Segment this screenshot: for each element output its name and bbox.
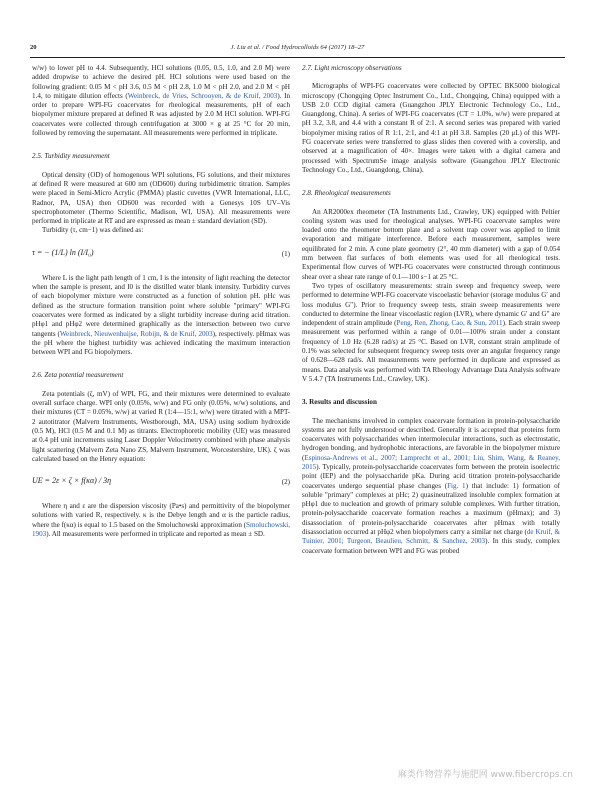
text-run: Two types of oscillatory measurements: strain sweep and frequency sweep, were performed to determine WPI-FG coacervate viscoelastic behavior (storage modulus G′ and loss modulus G″). Prior to frequency sweep tests, strain sweep measurements were conducted to determine the linear viscoelastic region (LVR), where dynamic G′ and G″ are independent of strain amplitude (: [302, 281, 560, 328]
watermark: 麻类作物营养与施肥网 www.fibercrops.cn: [397, 770, 573, 780]
equation-1: [32, 242, 290, 268]
text-run: ) that include: 1) formation of soluble "primary" complexes at pHc; 2) quasineutralized insoluble complex formation at pHφ1 due to nucleation and growth of primary soluble complexes. With further titration, protein-polysaccharide coacervate formation reaches a maximum (pHmax); and 3) disassociation of protein-polysaccharide coacervates after pHmax with totally disassociation occurred at pHφ2 when biopolymers carry a similar net charge (: [302, 481, 560, 537]
paragraph-zeta: Zeta potentials (ζ, mV) of WPI, FG, and their mixtures were determined to evaluate overall surface charge. WPI only (0.05%, w/w) and FG only (0.05%, w/w) solutions, and their mixtures (CT = 0.05%, w/w) at varied R (1:4—15:1, w/w) were titrated with a MPT-2 autotitrator (Malvern Instruments, Westborough, MA, USA) using sodium hydroxide (0.5 M), HCl (0.5 M and 0.1 M) as titrants. Electrophoretic mobility (UE) was measured at 0.4 pH unit increments using Laser Doppler Velocimetry combined with phase analysis light scattering (Malvern Zeta Nano ZS, Malvern Instrument, Worcestershire, UK). ζ was calculated based on the Henry equation:: [32, 389, 290, 463]
journal-reference: J. Liu et al. / Food Hydrocolloids 64 (2017) 18–27: [230, 44, 365, 51]
text-run: w/w) to lower pH to 4.4. Subsequently, HCl solutions (0.05, 0.5, 1.0, and 2.0 M) were added dropwise to achieve the desired pH. HCl solutions were used based on the following gradient: 0.05 M < pH 3.6, 0.5 M < pH 2.8, 1.0 M < pH 2.0, and 2.0 M < pH 1.4, to mitigate dilution effects (: [32, 64, 290, 100]
paragraph-turbidity: Optical density (OD) of homogenous WPI solutions, FG solutions, and their mixtures at defined R were measured at 600 nm (OD600) during turbidimetric titration. Samples were placed in Semi-Micro Acrylic (PMMA) plastic cuvettes (VWR International, LLC, Radnor, PA, USA) then OD600 was recorded with a Genesys 10S UV–Vis spectrophotometer (Thermo Scientific, Madison, WI, USA). All measurements were performed in triplicate at RT and are expressed as mean ± standard deviation (SD).: [32, 170, 290, 226]
equation-2: [32, 470, 290, 496]
figure-link[interactable]: Fig. 1: [447, 481, 466, 490]
right-column: [302, 64, 560, 556]
left-column: [32, 64, 290, 539]
citation-link[interactable]: de Kruif, & Tuinier, 2001; Turgeon, Beaulieu, Schmitt, & Sanchez, 2003: [302, 528, 560, 546]
text-run: Where L is the light path length of 1 cm, I is the intensity of light reaching the detector when the sample is present, and I0 is the distilled water blank intensity. Turbidity curves of each biopolymer mixture were constructed as a function of solution pH. pHc was defined as the structure formation transition point where soluble "primary" WPI-FG coacervates were formed as indicated by a slight turbidity increase during acid titration. pHφ1 and pHφ2 were determined graphically as the intersection between two curve tangents (: [32, 273, 290, 338]
paragraph-microscopy: Micrographs of WPI-FG coacervates were collected by OPTEC BK5000 biological microscopy (Chongqing Optec Instrument Co., Ltd., Chongqing, China) equipped with a USB 2.0 CCD digital camera (Guangzhou JPLY Electronic Technology Co., Ltd., Guangdong, China). A series of WPI-FG coacervates (CT = 1.0%, w/w) were prepared at pH 3.2, 3.8, and 4.4 with a constant R of 2:1. A second series was prepared with varied biopolymer mixing ratios of R 1:1, 2:1, and 4:1 at pH 3.8. Samples (20 μL) of this WPI-FG coacervate series were transferred to glass slides then covered with a coverslip, and observed at a magnification of 40×. Images were taken with a digital camera and processed with SpectrumSe image analysis software (Guangzhou JPLY Electronic Technology Co., Ltd., Guangdong, China).: [302, 82, 560, 174]
equation-1-number: (1): [281, 249, 290, 258]
text-run: Where η and ε are the dispersion viscosity (Pa•s) and permittivity of the biopolymer solutions with varied R, respectively. κ is the Debye length and α is the particle radius, where the f(κα) is equal to 1.5 based on the Smoluchowski approximation (: [32, 502, 290, 529]
text-run: The mechanisms involved in complex coacervate formation in protein-polysaccharide systems are not fully understood or described. Generally it is accepted that proteins form coacervates with polysaccharides when intermolecular interactions, such as electrostatic, hydrogen bonding, and hydrophobic interactions, are favorable in the biopolymer mixture (: [302, 416, 560, 462]
section-heading-2-8: 2.8. Rheological measurements: [302, 189, 391, 198]
citation-link[interactable]: Weinbreck, Nieuwenhuijse, Robijn, & de Kruif, 2003: [59, 329, 213, 338]
text-run: ), respectively. pHmax was the pH where the highest turbidity was achieved indicating the maximum interaction between WPI and FG biopolymers.: [32, 329, 290, 357]
paragraph-henry-explained: [32, 502, 290, 539]
citation-link[interactable]: Peng, Ren, Zhong, Cao, & Sun, 2011: [396, 319, 503, 328]
text-run: ). In this study, complex coacervate formation between WPI and FG was probed: [302, 537, 560, 555]
text-run: ). Typically, protein-polysaccharide coacervates form between the protein isoelectric point (IEP) and the polysaccharide pKa. During acid titration protein-polysaccharide coacervates undergo sequential phase changes (: [302, 462, 560, 490]
section-heading-2-5: 2.5. Turbidity measurement: [32, 152, 110, 161]
paragraph-results: [302, 417, 560, 556]
section-heading-3: 3. Results and discussion: [302, 398, 377, 407]
paragraph-turbidity-def: Turbidity (τ, cm−1) was defined as:: [42, 226, 144, 235]
equation-2-expression: UE = 2ε × ζ × f(κα) / 3η: [32, 476, 112, 486]
paragraph-rheometer: An AR2000ex rheometer (TA Instruments Ltd., Crawley, UK) equipped with Peltier cooling system was used for rheological analyses. WPI-FG coacervate samples were loaded onto the rheometer bottom plate and a solvent trap cover was applied to limit evaporation and mitigate interference. Before each measurement, samples were equilibrated for 2 min. A cone plate geometry (2°, 40 mm diameter) with a gap of 0.054 mm between flat surfaces of both elements was used for all rheological tests. Experimental flow curves of WPI-FG coacervates were constructed through continuous shear over a shear rate range of 0.1—100 s−1 at 25 °C.: [302, 207, 560, 281]
text-run: ). Each strain sweep measurement was performed within a range of 0.01—100% strain under a constant frequency of 1.0 Hz (6.28 rad/s) at 25 °C. Based on LVR, constant strain amplitude of 0.1% was selected for subsequent frequency sweep tests over an angular frequency range of 0.628—628 rad/s. All measurements were performed in duplicate and expressed as means. Data analysis was performed with TA Rheology Advantage Data Analysis software V 5.4.7 (TA Instruments Ltd., Crawley, UK).: [302, 319, 560, 383]
citation-link[interactable]: Espinosa-Andrews et al., 2007; Lamprecht et al., 2001; Liu, Shim, Wang, & Reaney, 2015: [302, 453, 560, 471]
citation-link[interactable]: Smoluchowski, 1903: [32, 520, 290, 538]
citation-link[interactable]: Weinbreck, de Vries, Schrooyen, & de Kruif, 2003: [127, 91, 278, 100]
paragraph-hcl-titration: [32, 64, 290, 138]
paragraph-oscillatory: [302, 282, 560, 384]
equation-2-number: (2): [281, 478, 290, 487]
running-header: [30, 44, 565, 56]
section-heading-2-7: 2.7. Light microscopy observations: [302, 64, 402, 72]
text-run: ). In order to prepare WPI-FG coacervates for rheological measurements, pH of each biopolymer mixture prepared at defined R was adjusted by 2.0 M HCl solution. WPI-FG coacervates were collected through centrifugation at 3000 × g at 25 °C for 20 min, followed by removing the supernatant. All measurements were performed in triplicate.: [32, 91, 290, 138]
text-run: ). All measurements were performed in triplicate and reported as mean ± SD.: [46, 529, 265, 538]
header-rule: [30, 57, 565, 58]
page-number: 20: [30, 44, 37, 51]
section-heading-2-6: 2.6. Zeta potential measurement: [32, 371, 124, 380]
paragraph-turbidity-explained: [32, 274, 290, 358]
equation-1-expression: τ = − (1/L) ln (I/I₀): [32, 247, 94, 257]
